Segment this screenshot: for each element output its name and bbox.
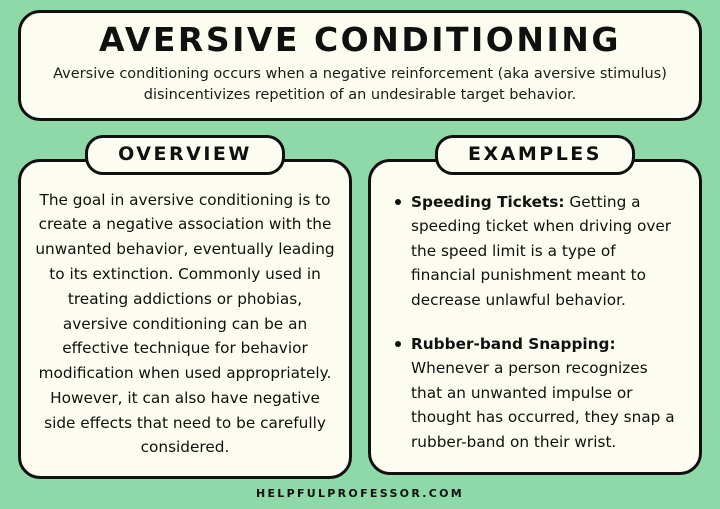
examples-heading-label: EXAMPLES: [468, 142, 602, 165]
examples-heading-pill: [435, 135, 635, 175]
examples-list: [385, 190, 685, 455]
example-term: Speeding Tickets:: [411, 192, 565, 211]
overview-column: [18, 135, 352, 479]
title-card: [18, 10, 702, 121]
page-subtitle: Aversive conditioning occurs when a negative reinforcement (aka aversive stimulus) disincentivizes repetition of an undesirable target behavior.: [53, 65, 667, 103]
overview-heading-label: OVERVIEW: [118, 142, 252, 165]
overview-body-card: [18, 159, 352, 479]
overview-heading-pill: [85, 135, 285, 175]
example-text: Whenever a person recognizes that an unwanted impulse or thought has occurred, they snap a rubber-band on their wrist.: [411, 359, 675, 451]
page-title: AVERSIVE CONDITIONING: [99, 20, 621, 59]
overview-body-text: The goal in aversive conditioning is to create a negative association with the unwanted behavior, eventually leading to its extinction. Commonly used in treating addictions or phobias, aversive conditioning can be an effective technique for behavior modification when used appropriately. However, it can also have negative side effects that need to be carefully considered.: [35, 190, 335, 457]
example-term: Rubber-band Snapping:: [411, 335, 616, 354]
list-item: [393, 332, 683, 454]
example-text: Getting a speeding ticket when driving over the speed limit is a type of financial punishment meant to decrease unlawful behavior.: [411, 192, 672, 309]
examples-body-card: [368, 159, 702, 475]
content-columns: [12, 135, 708, 479]
list-item: [393, 190, 683, 312]
footer-attribution: HELPFULPROFESSOR.COM: [255, 487, 465, 500]
examples-column: [368, 135, 702, 475]
